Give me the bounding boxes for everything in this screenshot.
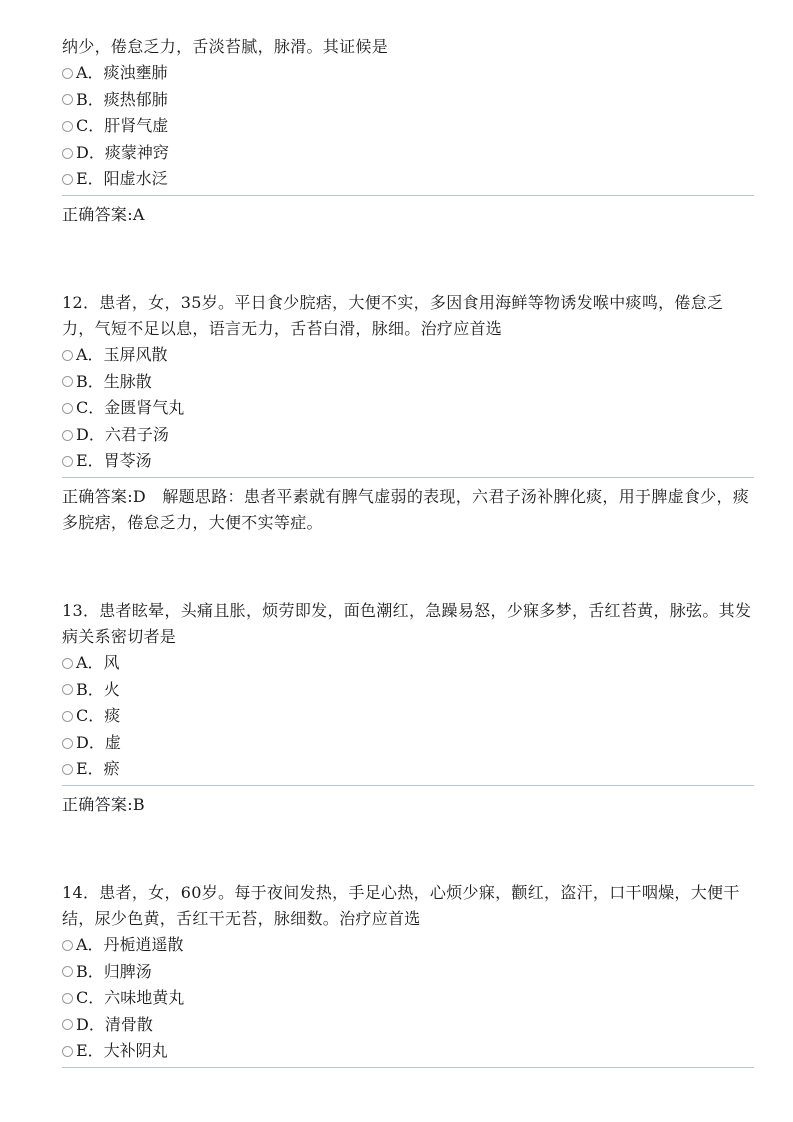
question-11: [62, 34, 754, 228]
option-list: [62, 932, 754, 1065]
exam-page: [62, 34, 754, 1068]
option-b[interactable]: [62, 369, 754, 396]
option-label: D．痰蒙神窍: [76, 142, 169, 162]
question-stem: 12．患者，女，35岁。平日食少脘痞，大便不实，多因食用海鲜等物诱发喉中痰鸣，倦怠乏力，气短不足以息，语言无力，舌苔白滑，脉细。治疗应首选: [62, 292, 724, 338]
radio-icon[interactable]: [62, 350, 73, 361]
option-d[interactable]: [62, 1012, 754, 1039]
option-label: E．胃苓汤: [76, 451, 152, 471]
divider: [62, 785, 754, 786]
option-list: [62, 60, 754, 193]
correct-answer: 正确答案:D 解题思路：患者平素就有脾气虚弱的表现，六君子汤补脾化痰，用于脾虚食少，痰多脘痞，倦怠乏力，大便不实等症。: [62, 486, 750, 532]
option-label: B．火: [76, 679, 120, 699]
option-a[interactable]: [62, 342, 754, 369]
option-label: C．肝肾气虚: [76, 116, 169, 136]
option-e[interactable]: [62, 166, 754, 193]
radio-icon[interactable]: [62, 456, 73, 467]
option-e[interactable]: [62, 756, 754, 783]
option-label: C．六味地黄丸: [76, 988, 185, 1008]
divider: [62, 477, 754, 478]
option-list: [62, 342, 754, 475]
option-c[interactable]: [62, 703, 754, 730]
option-label: A．风: [76, 652, 120, 672]
correct-answer: 正确答案:A: [62, 204, 145, 224]
option-a[interactable]: [62, 932, 754, 959]
option-b[interactable]: [62, 677, 754, 704]
question-12: [62, 290, 754, 536]
divider: [62, 195, 754, 196]
option-label: C．金匮肾气丸: [76, 398, 185, 418]
radio-icon[interactable]: [62, 403, 73, 414]
option-e[interactable]: [62, 1038, 754, 1065]
radio-icon[interactable]: [62, 121, 73, 132]
divider: [62, 1067, 754, 1068]
radio-icon[interactable]: [62, 174, 73, 185]
option-d[interactable]: [62, 140, 754, 167]
option-a[interactable]: [62, 60, 754, 87]
radio-icon[interactable]: [62, 376, 73, 387]
option-d[interactable]: [62, 422, 754, 449]
radio-icon[interactable]: [62, 764, 73, 775]
option-label: E．阳虚水泛: [76, 169, 168, 189]
question-14: [62, 880, 754, 1068]
option-label: E．大补阴丸: [76, 1041, 168, 1061]
radio-icon[interactable]: [62, 966, 73, 977]
radio-icon[interactable]: [62, 1019, 73, 1030]
question-stem: 纳少，倦怠乏力，舌淡苔腻，脉滑。其证候是: [62, 37, 389, 56]
option-label: C．痰: [76, 706, 121, 726]
option-label: A．痰浊壅肺: [76, 63, 168, 82]
radio-icon[interactable]: [62, 94, 73, 105]
radio-icon[interactable]: [62, 148, 73, 159]
option-label: D．六君子汤: [76, 424, 169, 444]
correct-answer: 正确答案:B: [62, 794, 145, 814]
option-label: D．清骨散: [76, 1014, 153, 1034]
radio-icon[interactable]: [62, 430, 73, 441]
radio-icon[interactable]: [62, 711, 73, 722]
question-stem: 13．患者眩晕，头痛且胀，烦劳即发，面色潮红，急躁易怒，少寐多梦，舌红苔黄，脉弦。其发病关系密切者是: [62, 600, 752, 646]
option-label: B．痰热郁肺: [76, 89, 168, 109]
question-13: [62, 598, 754, 818]
option-label: A．玉屏风散: [76, 344, 168, 364]
option-label: A．丹栀逍遥散: [76, 934, 184, 954]
question-stem: 14．患者，女，60岁。每于夜间发热，手足心热，心烦少寐，颧红，盗汗，口干咽燥，大便干结，尿少色黄，舌红干无苔，脉细数。治疗应首选: [62, 882, 740, 928]
option-label: B．归脾汤: [76, 961, 152, 981]
radio-icon[interactable]: [62, 658, 73, 669]
radio-icon[interactable]: [62, 1046, 73, 1057]
radio-icon[interactable]: [62, 993, 73, 1004]
radio-icon[interactable]: [62, 68, 73, 79]
option-label: E．瘀: [76, 759, 120, 779]
option-label: B．生脉散: [76, 371, 152, 391]
option-c[interactable]: [62, 985, 754, 1012]
option-c[interactable]: [62, 113, 754, 140]
option-b[interactable]: [62, 87, 754, 114]
option-a[interactable]: [62, 650, 754, 677]
option-e[interactable]: [62, 448, 754, 475]
radio-icon[interactable]: [62, 738, 73, 749]
option-list: [62, 650, 754, 783]
option-c[interactable]: [62, 395, 754, 422]
option-d[interactable]: [62, 730, 754, 757]
option-b[interactable]: [62, 959, 754, 986]
radio-icon[interactable]: [62, 684, 73, 695]
radio-icon[interactable]: [62, 940, 73, 951]
option-label: D．虚: [76, 732, 121, 752]
